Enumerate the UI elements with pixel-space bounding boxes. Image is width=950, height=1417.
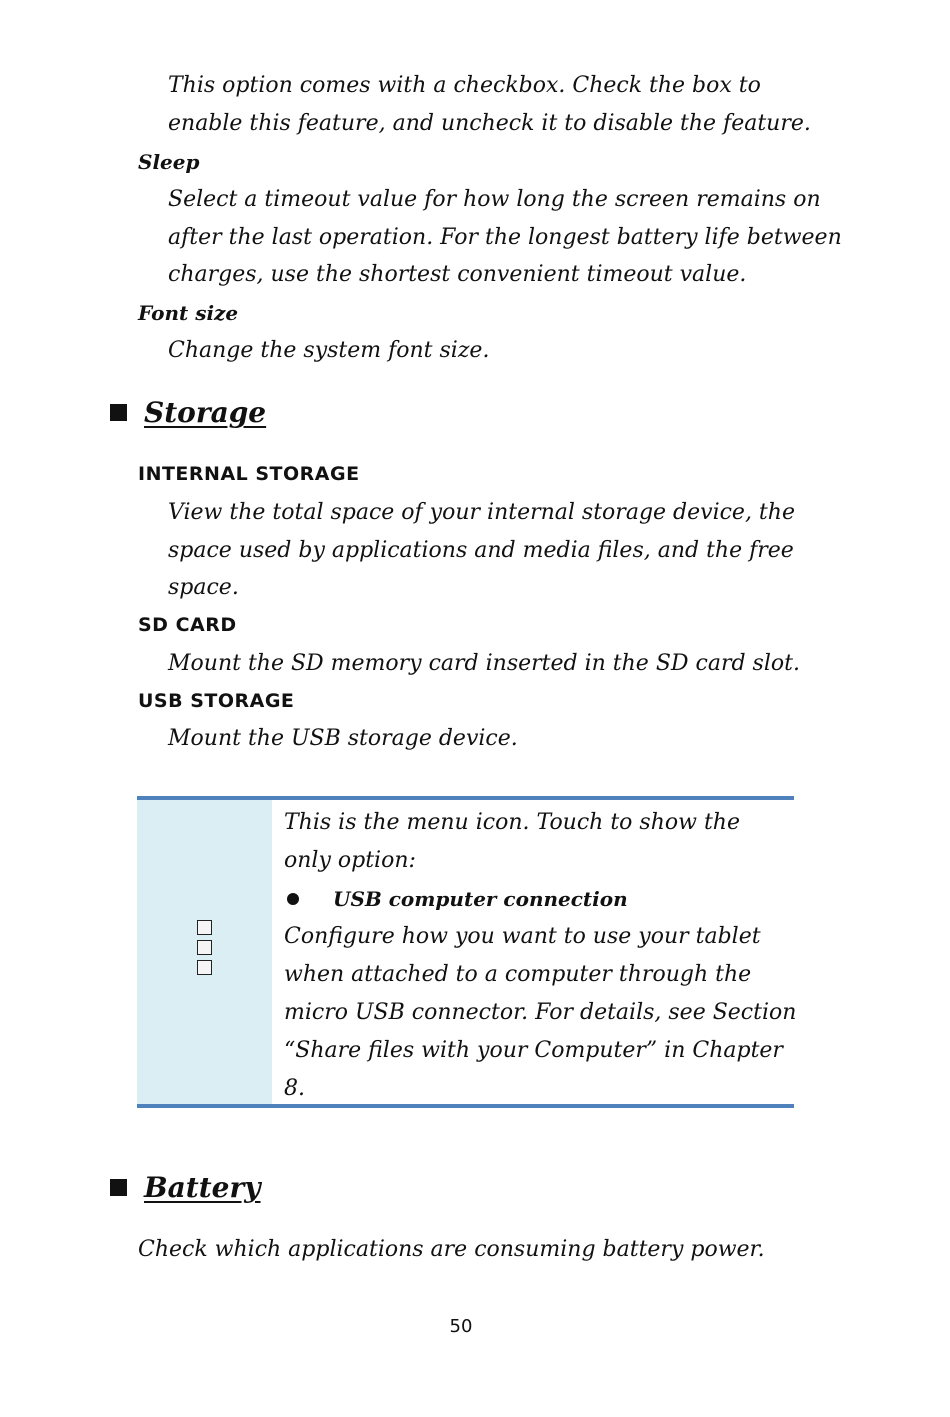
bullet-dot-icon (287, 893, 299, 905)
note-line-4: when attached to a computer through the (284, 962, 752, 987)
menu-icon (197, 920, 212, 975)
note-text-cell (284, 804, 796, 1108)
page-number: 50 (449, 1316, 473, 1337)
internal-storage-heading: INTERNAL STORAGE (138, 463, 360, 485)
internal-storage-line-2: space used by applications and media files, and the free (168, 538, 794, 563)
square-bullet-icon (110, 404, 127, 421)
sleep-line-2: after the last operation. For the longest battery life between (168, 225, 842, 250)
note-line-1: This is the menu icon. Touch to show the (284, 810, 740, 835)
storage-section-heading (110, 396, 266, 429)
internal-storage-line-1: View the total space of your internal storage device, the (168, 500, 795, 525)
note-line-6: “Share files with your Computer” in Chapter (284, 1038, 783, 1063)
storage-title: Storage (144, 396, 267, 429)
menu-icon-note-table (137, 796, 797, 1108)
internal-storage-line-3: space. (168, 575, 239, 600)
note-line-3: Configure how you want to use your tablet (284, 924, 761, 949)
font-size-heading: Font size (138, 301, 239, 325)
sd-card-heading: SD CARD (138, 614, 237, 636)
note-line-7: 8. (284, 1076, 305, 1101)
note-line-2: only option: (284, 848, 416, 873)
note-bullet-item (284, 880, 796, 918)
note-icon-cell (137, 800, 272, 1104)
sleep-line-3: charges, use the shortest convenient timeout value. (168, 262, 747, 287)
usb-storage-line-1: Mount the USB storage device. (168, 726, 518, 751)
sd-card-line-1: Mount the SD memory card inserted in the SD card slot. (168, 651, 800, 676)
note-bullet-label: USB computer connection (333, 887, 628, 911)
battery-title: Battery (144, 1171, 261, 1204)
sleep-line-1: Select a timeout value for how long the screen remains on (168, 187, 821, 212)
square-bullet-icon (110, 1179, 127, 1196)
battery-line-1: Check which applications are consuming battery power. (138, 1237, 765, 1262)
intro-line-1: This option comes with a checkbox. Check the box to (168, 73, 761, 98)
intro-line-2: enable this feature, and uncheck it to disable the feature. (168, 111, 811, 136)
font-size-line-1: Change the system font size. (168, 338, 490, 363)
usb-storage-heading: USB STORAGE (138, 690, 295, 712)
battery-section-heading (110, 1171, 261, 1204)
note-line-5: micro USB connector. For details, see Section (284, 1000, 797, 1025)
sleep-heading: Sleep (138, 150, 200, 174)
